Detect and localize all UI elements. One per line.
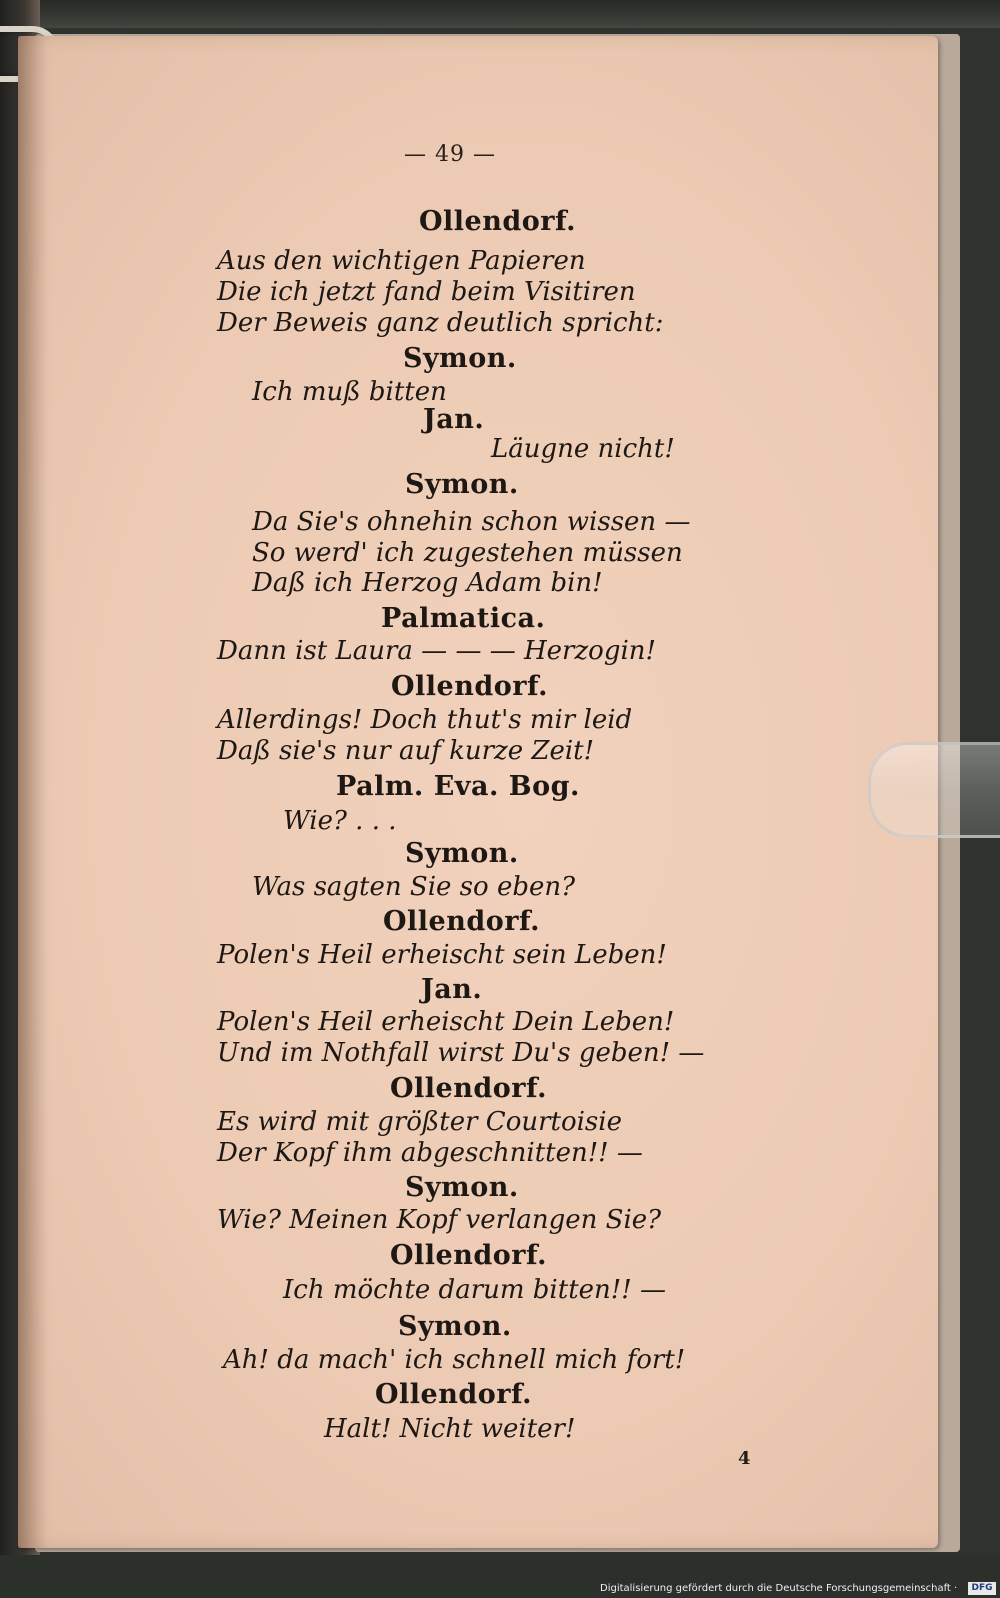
verse-line: Polen's Heil erheischt sein Leben! xyxy=(217,940,667,970)
speaker-name: Symon. xyxy=(403,343,517,374)
verse-line: Aus den wichtigen Papieren xyxy=(217,246,586,276)
speaker-name: Ollendorf. xyxy=(419,206,577,237)
speaker-name: Symon. xyxy=(405,469,519,500)
verse-line: Daß ich Herzog Adam bin! xyxy=(252,568,603,598)
verse-line: Der Kopf ihm abgeschnitten!! — xyxy=(217,1138,643,1168)
verse-line: Da Sie's ohnehin schon wissen — xyxy=(252,507,691,537)
verse-line: Daß sie's nur auf kurze Zeit! xyxy=(217,736,595,766)
verse-line: Halt! Nicht weiter! xyxy=(324,1414,576,1444)
speaker-name: Symon. xyxy=(405,838,519,869)
speaker-name: Palmatica. xyxy=(381,603,546,634)
speaker-name: Ollendorf. xyxy=(375,1379,533,1410)
verse-line: Wie? Meinen Kopf verlangen Sie? xyxy=(217,1205,662,1235)
speaker-name: Ollendorf. xyxy=(391,671,549,702)
speaker-name: Symon. xyxy=(398,1311,512,1342)
verse-line: Ah! da mach' ich schnell mich fort! xyxy=(223,1345,686,1375)
speaker-name: Symon. xyxy=(405,1172,519,1203)
verse-line: Es wird mit größter Courtoisie xyxy=(217,1107,622,1137)
verse-line: Dann ist Laura — — — Herzogin! xyxy=(217,636,656,666)
verse-line: Polen's Heil erheischt Dein Leben! xyxy=(217,1007,675,1037)
verse-line: Und im Nothfall wirst Du's geben! — xyxy=(217,1038,705,1068)
speaker-name: Ollendorf. xyxy=(383,906,541,937)
digitization-credit: Digitalisierung gefördert durch die Deutsche Forschungsgemeinschaft · xyxy=(600,1583,958,1594)
page-clip xyxy=(868,742,1000,838)
speaker-name: Palm. Eva. Bog. xyxy=(336,771,580,802)
verse-line: So werd' ich zugestehen müssen xyxy=(252,538,683,568)
verse-line: Wie? . . . xyxy=(283,806,397,836)
verse-line: Die ich jetzt fand beim Visitiren xyxy=(217,277,636,307)
verse-line: Ich möchte darum bitten!! — xyxy=(283,1275,666,1305)
speaker-name: Ollendorf. xyxy=(390,1073,548,1104)
verse-line: Was sagten Sie so eben? xyxy=(252,872,576,902)
signature-mark: 4 xyxy=(738,1448,751,1469)
verse-line: Läugne nicht! xyxy=(491,434,675,464)
verse-line: Allerdings! Doch thut's mir leid xyxy=(217,705,633,735)
speaker-name: Ollendorf. xyxy=(390,1240,548,1271)
verse-line: Der Beweis ganz deutlich spricht: xyxy=(217,308,664,338)
speaker-name: Jan. xyxy=(423,404,485,435)
verse-line: Ich muß bitten xyxy=(252,377,447,407)
dfg-logo: DFG xyxy=(968,1582,996,1595)
speaker-name: Jan. xyxy=(421,974,483,1005)
page-number: — 49 — xyxy=(404,142,496,167)
